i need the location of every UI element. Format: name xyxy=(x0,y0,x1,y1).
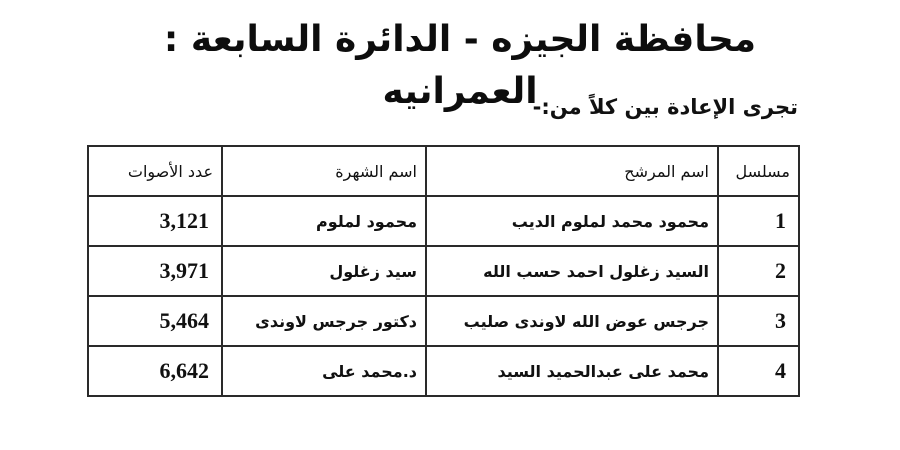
votes-cell: 5,464 xyxy=(88,296,222,346)
table-row xyxy=(88,246,799,296)
column-header-votes: عدد الأصوات xyxy=(88,146,222,196)
table-body xyxy=(88,196,799,396)
table-header xyxy=(88,146,799,196)
table-header-row xyxy=(88,146,799,196)
candidate-name-cell: محمود محمد لملوم الديب xyxy=(426,196,718,246)
votes-cell: 3,971 xyxy=(88,246,222,296)
serial-cell: 1 xyxy=(718,196,799,246)
candidates-results-table xyxy=(87,145,800,397)
table-row xyxy=(88,296,799,346)
votes-cell: 3,121 xyxy=(88,196,222,246)
column-header-candidate-name: اسم المرشح xyxy=(426,146,718,196)
nickname-cell: محمود لملوم xyxy=(222,196,426,246)
serial-cell: 4 xyxy=(718,346,799,396)
serial-cell: 3 xyxy=(718,296,799,346)
candidate-name-cell: السيد زغلول احمد حسب الله xyxy=(426,246,718,296)
column-header-nickname: اسم الشهرة xyxy=(222,146,426,196)
serial-cell: 2 xyxy=(718,246,799,296)
candidate-name-cell: محمد على عبدالحميد السيد xyxy=(426,346,718,396)
nickname-cell: د.محمد على xyxy=(222,346,426,396)
table-row xyxy=(88,346,799,396)
nickname-cell: سيد زغلول xyxy=(222,246,426,296)
runoff-intro-text: تجرى الإعادة بين كلاً من:- xyxy=(532,95,798,119)
nickname-cell: دكتور جرجس لاوندى xyxy=(222,296,426,346)
column-header-serial: مسلسل xyxy=(718,146,799,196)
table-row xyxy=(88,196,799,246)
votes-cell: 6,642 xyxy=(88,346,222,396)
page-title: محافظة الجيزه - الدائرة السابعة : العمرانيه xyxy=(163,19,757,112)
candidate-name-cell: جرجس عوض الله لاوندى صليب xyxy=(426,296,718,346)
